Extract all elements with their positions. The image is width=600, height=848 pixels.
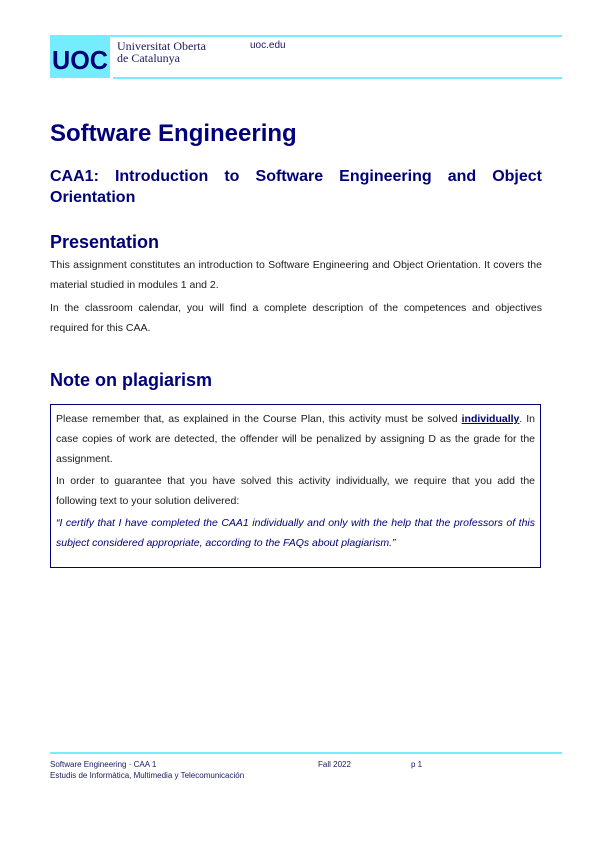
uoc-logo (50, 36, 110, 78)
plagiarism-note-box (50, 404, 541, 568)
uoc-logo-text: UOC (52, 45, 109, 75)
certification-quote: “I certify that I have completed the CAA1 individually and only with the help that the professors of this subject considered appropriate, according to the FAQs about plagiarism.” (56, 517, 535, 549)
plagiarism-paragraph-1 (56, 409, 535, 469)
individually-emphasis: individually (461, 413, 520, 425)
plagiarism-paragraph-2: In order to guarantee that you have solved this activity individually, we require that you add the following text to your solution delivered: (56, 475, 535, 507)
website-link[interactable]: uoc.edu (250, 40, 286, 51)
university-name-line1: Universitat Oberta (117, 39, 206, 53)
presentation-paragraph-1: This assignment constitutes an introduction to Software Engineering and Object Orientation. It covers the material studied in modules 1 and 2. (50, 259, 542, 291)
plagiarism-heading: Note on plagiarism (50, 370, 213, 390)
document-title: Software Engineering (50, 120, 297, 147)
university-name-line2: de Catalunya (117, 51, 180, 65)
presentation-heading: Presentation (50, 232, 160, 252)
footer-semester: Fall 2022 (318, 760, 351, 769)
header-rule-top (50, 35, 562, 37)
document-subtitle: CAA1: Introduction to Software Engineering and Object Orientation (50, 168, 542, 206)
header-rule-bottom (113, 77, 562, 79)
footer-rule (50, 752, 562, 754)
footer-page-number: p 1 (411, 760, 423, 769)
plagiarism-text-after: . In case copies of work are detected, the offender will be penalized by assigning D as the grade for the assignment. (56, 413, 536, 465)
plagiarism-text-before: Please remember that, as explained in the Course Plan, this activity must be solved (56, 413, 462, 425)
presentation-paragraph-2: In the classroom calendar, you will find a complete description of the competences and objectives required for this CAA. (50, 302, 542, 334)
footer-studies: Estudis de Informàtica, Multimedia y Telecomunicación (50, 771, 245, 780)
footer-course: Software Engineering · CAA 1 (50, 760, 157, 769)
